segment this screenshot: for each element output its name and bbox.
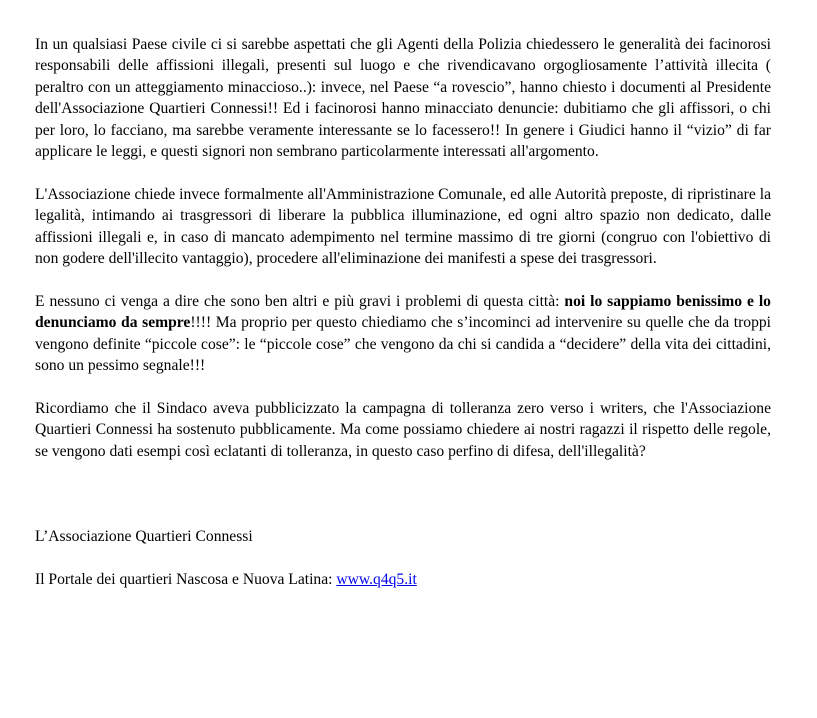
paragraph-problems-rest: !!!! Ma proprio per questo chiediamo che s’incominci ad intervenire su quelle che da troppi vengono definite “piccole cose”: le “piccole cose” che vengono da chi si candida a “decidere” della vita dei cittadini, sono un pessimo segnale!!! xyxy=(35,314,772,375)
portal-label: Il Portale dei quartieri Nascosa e Nuova Latina: xyxy=(35,570,337,588)
portal-line xyxy=(35,569,771,590)
signature: L’Associazione Quartieri Connessi xyxy=(35,528,253,546)
paragraph-request: L'Associazione chiede invece formalmente all'Amministrazione Comunale, ed alle Autorità preposte, di ripristinare la legalità, intimando ai trasgressori di liberare la pubblica illuminazione, ed ogni altro spazio non dedicato, dalle affissioni illegali e, in caso di mancato adempimento nel termine massimo di tre giorni (congruo con l'obiettivo di non godere dell'illecito vantaggio), procedere all'eliminazione dei manifesti a spese dei trasgressori. xyxy=(35,185,771,268)
paragraph-problems xyxy=(35,291,771,377)
document-body xyxy=(35,34,771,590)
paragraph-problems-intro: E nessuno ci venga a dire che sono ben altri e più gravi i problemi di questa città: xyxy=(35,292,565,310)
paragraph-problems-bold: noi lo sappiamo benissimo e lo denunciamo da sempre xyxy=(35,292,771,332)
portal-link[interactable]: www.q4q5.it xyxy=(336,570,417,588)
paragraph-police: In un qualsiasi Paese civile ci si sarebbe aspettati che gli Agenti della Polizia chiedessero le generalità dei facinorosi responsabili delle affissioni illegali, presenti sul luogo e che rivendicavano orgogliosamente l’attività illecita ( peraltro con un atteggiamento minaccioso..): invece, nel Paese “a rovescio”, hanno chiesto i documenti al Presidente dell'Associazione Quartieri Connessi!! Ed i facinorosi hanno minacciato denuncie: dubitiamo che gli affissori, o chi per loro, lo facciano, ma sarebbe veramente interessante se lo facessero!! In genere i Giudici hanno il “vizio” di far applicare le leggi, e questi signori non sembrano particolarmente interessati all'argomento. xyxy=(35,36,771,161)
paragraph-mayor: Ricordiamo che il Sindaco aveva pubblicizzato la campagna di tolleranza zero verso i writers, che l'Associazione Quartieri Connessi ha sostenuto pubblicamente. Ma come possiamo chiedere ai nostri ragazzi il rispetto delle regole, se vengono dati esempi così eclatanti di tolleranza, in questo caso perfino di difesa, dell'illegalità? xyxy=(35,399,771,460)
